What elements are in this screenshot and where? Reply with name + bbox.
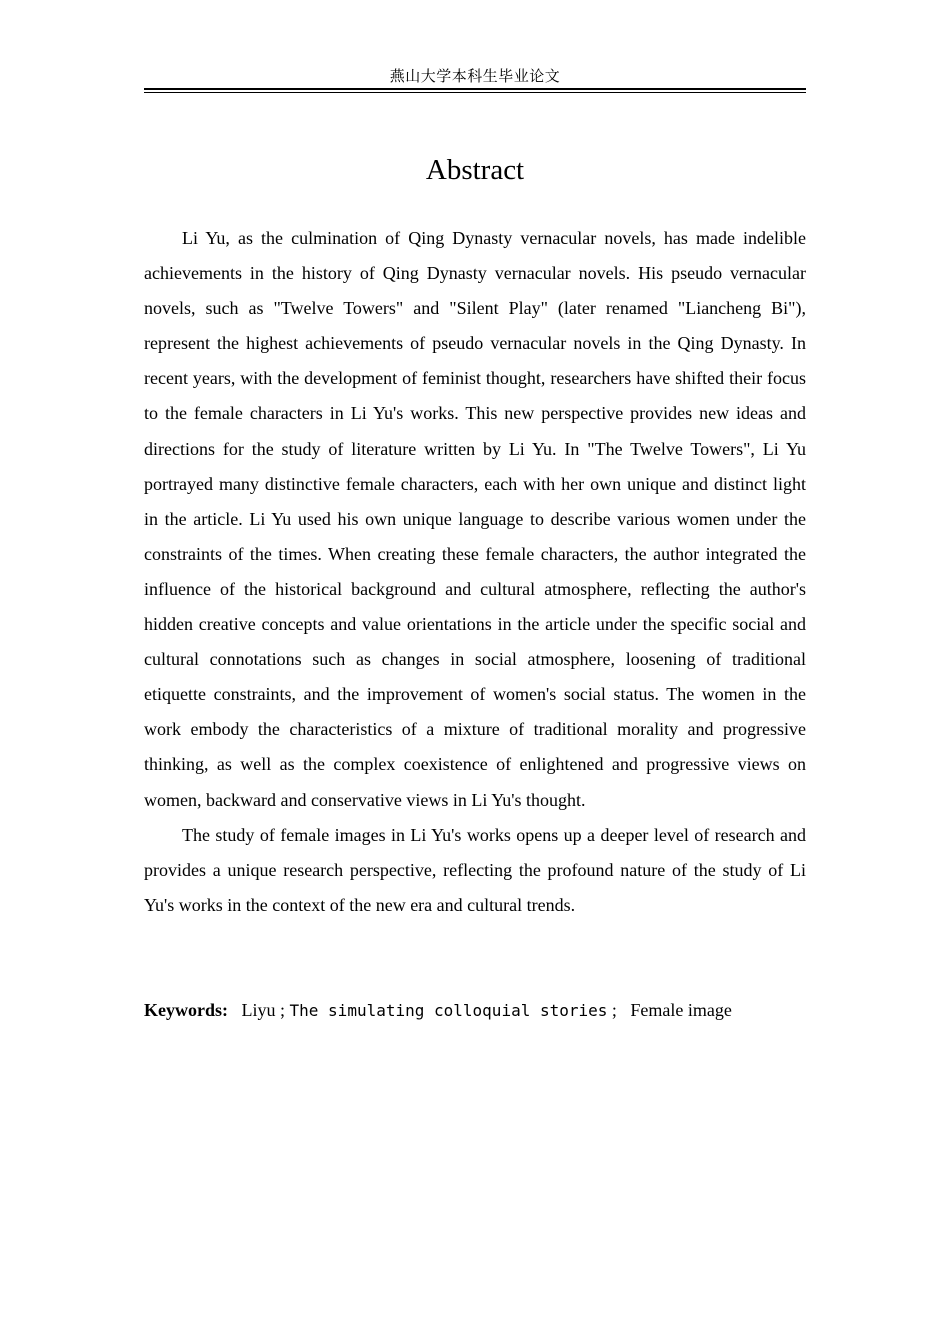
header-rule-thick	[144, 88, 806, 90]
abstract-body	[144, 221, 806, 923]
keyword-3: Female image	[630, 1000, 732, 1020]
header-rule-thin	[144, 92, 806, 93]
abstract-paragraph-1: Li Yu, as the culmination of Qing Dynasty vernacular novels, has made indelible achievements in the history of Qing Dynasty vernacular novels. His pseudo vernacular novels, such as "Twelve Towers" and "Silent Play" (later renamed "Liancheng Bi"), represent the highest achievements of pseudo vernacular novels in the Qing Dynasty. In recent years, with the development of feminist thought, researchers have shifted their focus to the female characters in Li Yu's works. This new perspective provides new ideas and directions for the study of literature written by Li Yu. In "The Twelve Towers", Li Yu portrayed many distinctive female characters, each with her own unique and distinct light in the article. Li Yu used his own unique language to describe various women under the constraints of the times. When creating these female characters, the author integrated the influence of the historical background and cultural atmosphere, reflecting the author's hidden creative concepts and value orientations in the article under the specific social and cultural connotations such as changes in social atmosphere, loosening of traditional etiquette constraints, and the improvement of women's social status. The women in the work embody the characteristics of a mixture of traditional morality and progressive thinking, as well as the complex coexistence of enlightened and progressive views on women, backward and conservative views in Li Yu's thought.	[144, 228, 806, 810]
keyword-separator: ;	[280, 1000, 286, 1020]
keyword-1: Liyu	[241, 1000, 276, 1020]
abstract-paragraph-2: The study of female images in Li Yu's works opens up a deeper level of research and provides a unique research perspective, reflecting the profound nature of the study of Li Yu's works in the context of the new era and cultural trends.	[144, 824, 806, 915]
keyword-2: The simulating colloquial stories	[289, 1001, 608, 1020]
keyword-separator: ;	[611, 1000, 617, 1020]
keywords-label: Keywords:	[144, 1000, 228, 1020]
running-header: 燕山大学本科生毕业论文	[389, 69, 561, 85]
abstract-title: Abstract	[425, 154, 525, 186]
keywords-line	[144, 994, 806, 1027]
